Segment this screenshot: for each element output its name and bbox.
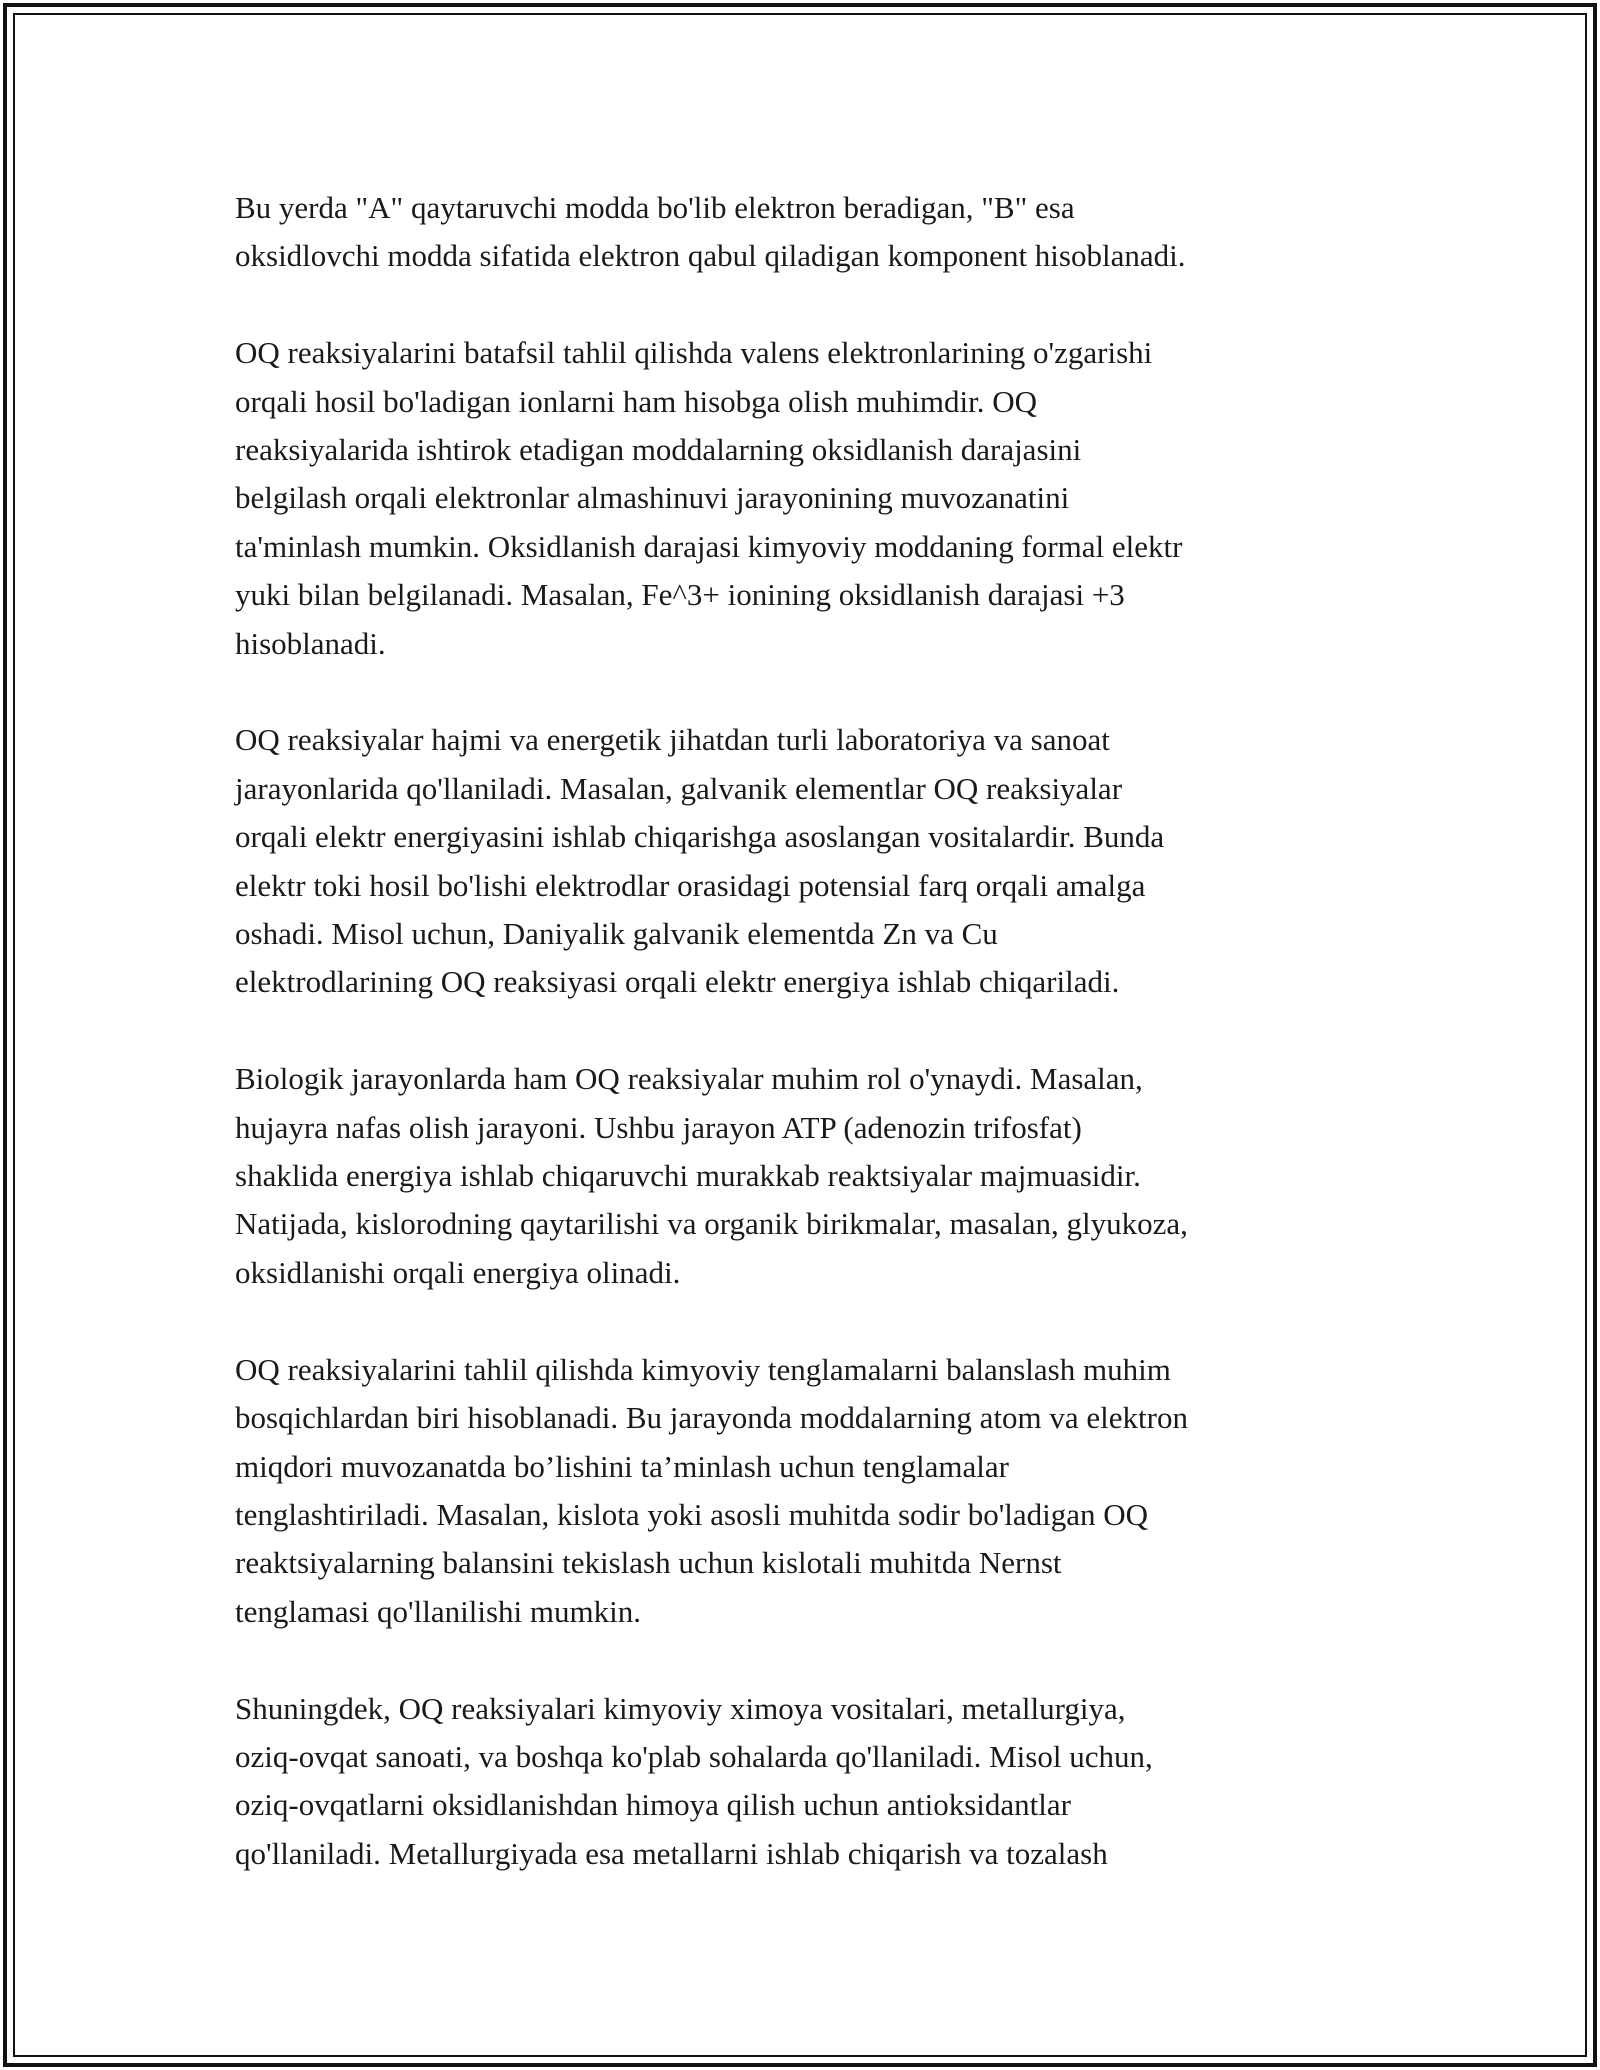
text-line: jarayonlarida qo'llaniladi. Masalan, galvanik elementlar OQ reaksiyalar <box>235 770 1123 806</box>
text-line: shaklida energiya ishlab chiqaruvchi murakkab reaktsiyalar majmuasidir. <box>235 1158 1141 1194</box>
paragraph-3 <box>235 716 1380 1006</box>
text-line: qo'llaniladi. Metallurgiyada esa metallarni ishlab chiqarish va tozalash <box>235 1835 1108 1871</box>
text-line: Bu yerda "A" qaytaruvchi modda bo'lib elektron beradigan, "B" esa <box>235 190 1075 225</box>
text-line: oksidlovchi modda sifatida elektron qabul qiladigan komponent hisoblanadi. <box>235 238 1186 274</box>
text-line: hisoblanadi. <box>235 625 386 661</box>
document-body <box>235 184 1380 1927</box>
text-line: oziq-ovqat sanoati, va boshqa ko'plab sohalarda qo'llaniladi. Misol uchun, <box>235 1738 1153 1774</box>
text-line: orqali hosil bo'ladigan ionlarni ham hisobga olish muhimdir. OQ <box>235 383 1038 419</box>
text-line: belgilash orqali elektronlar almashinuvi jarayonining muvozanatini <box>235 480 1070 516</box>
text-line: bosqichlardan biri hisoblanadi. Bu jarayonda moddalarning atom va elektron <box>235 1400 1188 1436</box>
text-line: ta'minlash mumkin. Oksidlanish darajasi kimyoviy moddaning formal elektr <box>235 528 1183 564</box>
text-line: reaksiyalarida ishtirok etadigan moddalarning oksidlanish darajasini <box>235 432 1082 468</box>
text-line: reaktsiyalarning balansini tekislash uchun kislotali muhitda Nernst <box>235 1545 1062 1581</box>
text-line: oksidlanishi orqali energiya olinadi. <box>235 1254 681 1290</box>
paragraph-6 <box>235 1685 1380 1879</box>
text-line: tenglashtiriladi. Masalan, kislota yoki asosli muhitda sodir bo'ladigan OQ <box>235 1496 1149 1532</box>
text-line: hujayra nafas olish jarayoni. Ushbu jarayon ATP (adenozin trifosfat) <box>235 1109 1082 1145</box>
text-line: orqali elektr energiyasini ishlab chiqarishga asoslangan vositalardir. Bunda <box>235 819 1165 855</box>
text-line: miqdori muvozanatda bo’lishini ta’minlash uchun tenglamalar <box>235 1448 1009 1484</box>
paragraph-2 <box>235 329 1380 668</box>
text-line: OQ reaksiyalarini tahlil qilishda kimyoviy tenglamalarni balanslash muhim <box>235 1351 1171 1387</box>
text-line: Natijada, kislorodning qaytarilishi va organik birikmalar, masalan, glyukoza, <box>235 1206 1188 1242</box>
paragraph-4 <box>235 1055 1380 1297</box>
text-line: Shuningdek, OQ reaksiyalari kimyoviy ximoya vositalari, metallurgiya, <box>235 1690 1126 1726</box>
text-line: elektrodlarining OQ reaksiyasi orqali elektr energiya ishlab chiqariladi. <box>235 964 1120 1000</box>
text-line: yuki bilan belgilanadi. Masalan, Fe^3+ ionining oksidlanish darajasi +3 <box>235 577 1125 613</box>
paragraph-1 <box>235 184 1380 281</box>
text-line: Biologik jarayonlarda ham OQ reaksiyalar muhim rol o'ynaydi. Masalan, <box>235 1061 1143 1097</box>
text-line: elektr toki hosil bo'lishi elektrodlar orasidagi potensial farq orqali amalga <box>235 867 1146 903</box>
text-line: oshadi. Misol uchun, Daniyalik galvanik elementda Zn va Cu <box>235 916 998 952</box>
text-line: tenglamasi qo'llanilishi mumkin. <box>235 1593 641 1629</box>
text-line: OQ reaksiyalar hajmi va energetik jihatdan turli laboratoriya va sanoat <box>235 722 1110 758</box>
text-line: oziq-ovqatlarni oksidlanishdan himoya qilish uchun antioksidantlar <box>235 1787 1071 1823</box>
paragraph-5 <box>235 1346 1380 1636</box>
text-line: OQ reaksiyalarini batafsil tahlil qilishda valens elektronlarining o'zgarishi <box>235 335 1153 371</box>
